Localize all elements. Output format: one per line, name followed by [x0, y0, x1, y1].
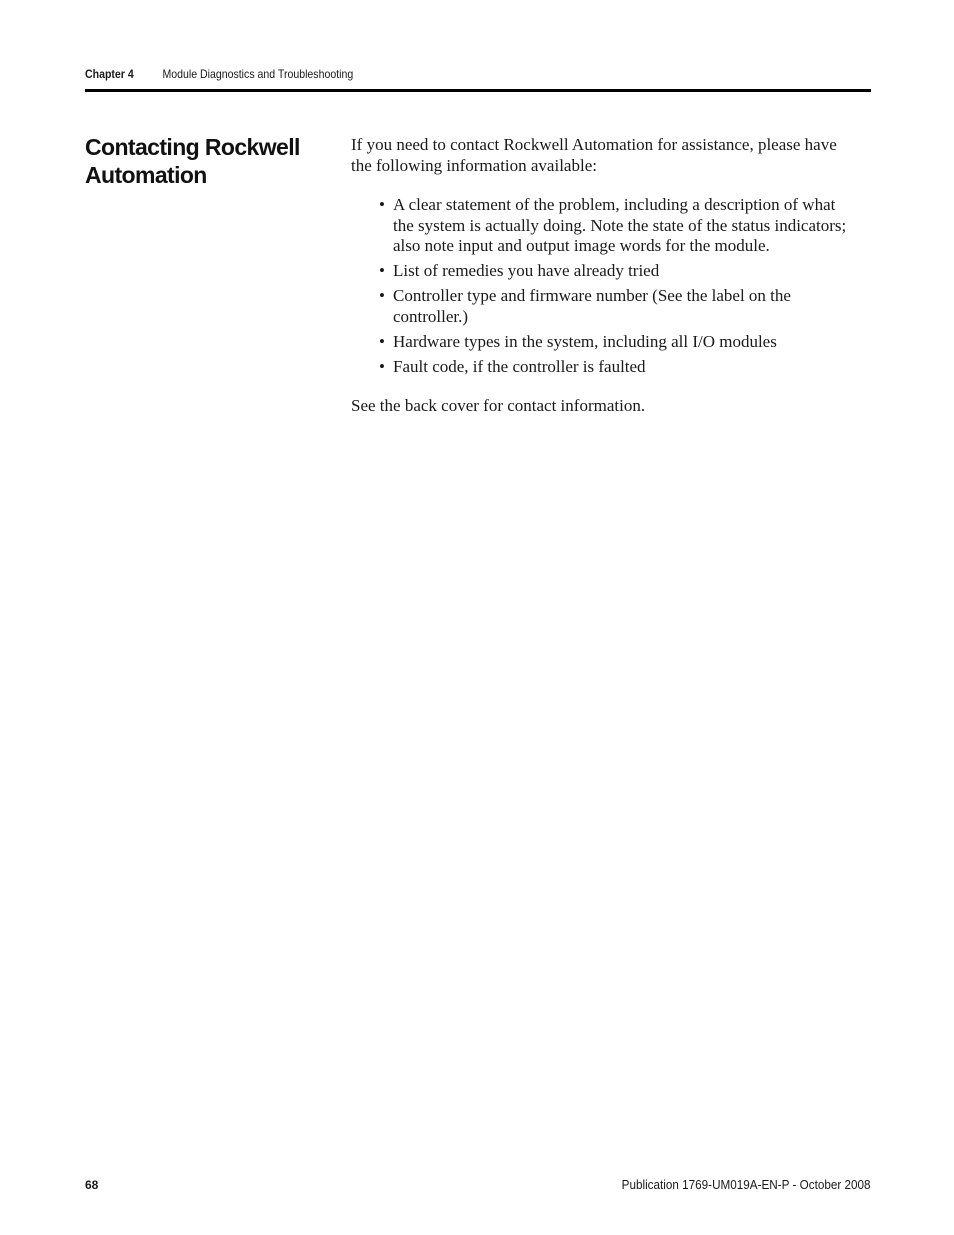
bullet-icon: • — [379, 286, 385, 305]
body-column — [351, 135, 851, 417]
list-item — [379, 332, 855, 353]
bullet-icon: • — [379, 331, 385, 351]
publication-info: Publication 1769-UM019A-EN-P - October 2008 — [622, 1177, 871, 1192]
list-item — [379, 195, 855, 257]
list-item — [379, 286, 855, 327]
list-item-text: List of remedies you have already tried — [393, 261, 660, 280]
list-item-text: Fault code, if the controller is faulted — [393, 356, 646, 376]
info-bullet-list — [351, 195, 851, 377]
header-rule — [85, 89, 871, 92]
page-number: 68 — [85, 1178, 99, 1192]
chapter-title: Module Diagnostics and Troubleshooting — [162, 67, 354, 81]
list-item-text: Controller type and firmware number (See the label on the controller.) — [393, 286, 791, 326]
section-title: Contacting Rockwell Automation — [85, 134, 300, 188]
running-header — [85, 66, 777, 82]
list-item-text: A clear statement of the problem, including a description of what the system is actually doing. Note the state of the status indicators; also note input and output image words for the module. — [393, 195, 847, 255]
list-item-text: Hardware types in the system, including all I/O modules — [393, 331, 777, 351]
intro-paragraph: If you need to contact Rockwell Automation for assistance, please have the following information available: — [351, 135, 837, 175]
outro-paragraph: See the back cover for contact information. — [351, 396, 646, 415]
list-item — [379, 357, 855, 378]
bullet-icon: • — [379, 261, 385, 280]
bullet-icon: • — [379, 195, 385, 214]
list-item — [379, 261, 855, 282]
bullet-icon: • — [379, 356, 385, 376]
chapter-label: Chapter 4 — [85, 67, 134, 81]
